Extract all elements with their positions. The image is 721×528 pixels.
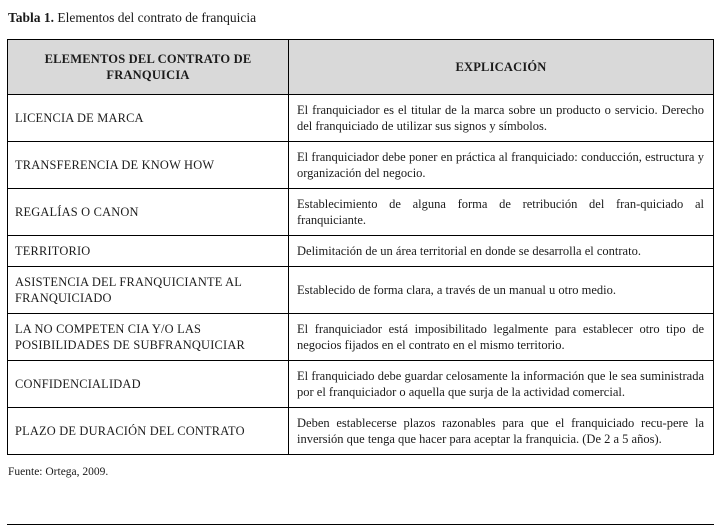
table-row [8,142,714,189]
table-row [8,314,714,361]
element-cell: REGALÍAS O CANON [8,189,289,236]
explanation-cell: Establecido de forma clara, a través de un manual u otro medio. [289,267,714,314]
header-cell-elementos: ELEMENTOS DEL CONTRATO DE FRANQUICIA [8,40,289,95]
header-cell-explicacion: EXPLICACIÓN [289,40,714,95]
table-row [8,189,714,236]
table-row [8,267,714,314]
element-cell: TRANSFERENCIA DE KNOW HOW [8,142,289,189]
table-header-row [8,40,714,95]
franchise-contract-table [7,39,714,455]
element-cell: ASISTENCIA DEL FRANQUICIANTE AL FRANQUICIADO [8,267,289,314]
explanation-cell: Deben establecerse plazos razonables para que el franquiciado recu-pere la inversión que tenga que hacer para aceptar la franquicia. (De 2 a 5 años). [289,408,714,455]
table-row [8,236,714,267]
explanation-cell: Delimitación de un área territorial en donde se desarrolla el contrato. [289,236,714,267]
element-cell: LICENCIA DE MARCA [8,95,289,142]
element-cell: PLAZO DE DURACIÓN DEL CONTRATO [8,408,289,455]
table-caption-text: Elementos del contrato de franquicia [57,10,257,25]
bottom-divider [7,524,714,525]
explanation-cell: El franquiciador es el titular de la marca sobre un producto o servicio. Derecho del franquiciado de utilizar sus signos y símbolos. [289,95,714,142]
table-row [8,408,714,455]
explanation-cell: El franquiciador está imposibilitado legalmente para establecer otro tipo de negocios fijados en el contrato en el mismo territorio. [289,314,714,361]
table-row [8,361,714,408]
element-cell: LA NO COMPETEN CIA Y/O LAS POSIBILIDADES DE SUBFRANQUICIAR [8,314,289,361]
element-cell: CONFIDENCIALIDAD [8,361,289,408]
explanation-cell: El franquiciador debe poner en práctica al franquiciado: conducción, estructura y organización del negocio. [289,142,714,189]
source-note: Fuente: Ortega, 2009. [8,466,109,478]
table-caption-label: Tabla 1. [8,10,55,25]
table-row [8,95,714,142]
explanation-cell: Establecimiento de alguna forma de retribución del fran-quiciado al franquiciante. [289,189,714,236]
table-caption [8,10,714,26]
element-cell: TERRITORIO [8,236,289,267]
explanation-cell: El franquiciado debe guardar celosamente la información que le sea suministrada por el franquiciador o aquella que surja de la actividad comercial. [289,361,714,408]
